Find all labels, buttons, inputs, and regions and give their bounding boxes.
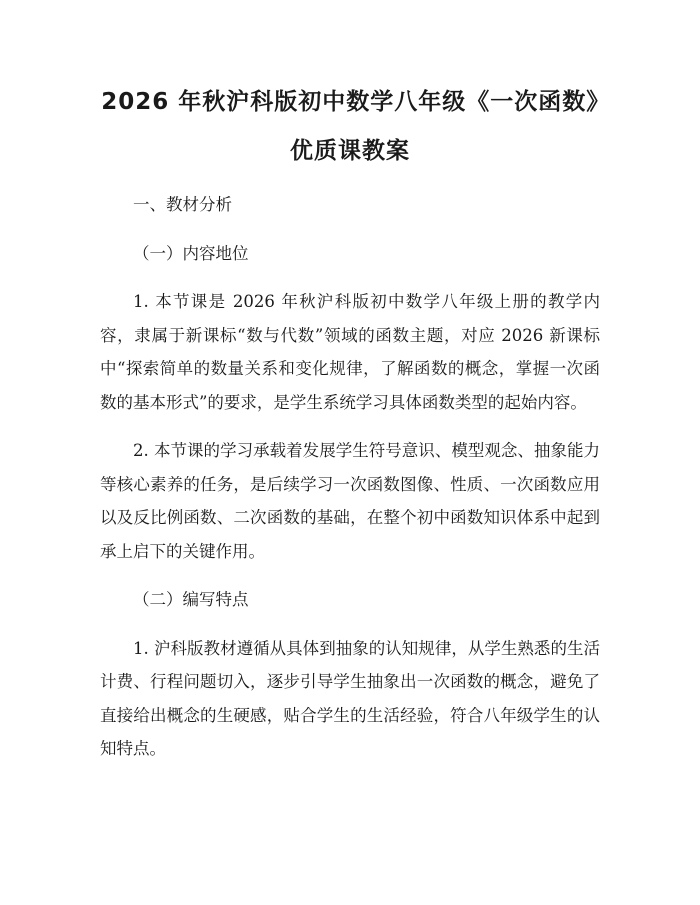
subsection-heading-writing-features: （二）编写特点 xyxy=(133,590,249,609)
paragraph: 2. 本节课的学习承载着发展学生符号意识、模型观念、抽象能力等核心素养的任务，是后续学习一次函数图像、性质、一次函数应用以及反比例函数、二次函数的基础，在整个初中函数知识体系中起到承上启下的关键作用。 xyxy=(100,441,600,561)
paragraph: 1. 沪科版教材遵循从具体到抽象的认知规律，从学生熟悉的生活计费、行程问题切入，逐步引导学生抽象出一次函数的概念，避免了直接给出概念的生硬感，贴合学生的生活经验，符合八年级学生的认知特点。 xyxy=(100,638,600,758)
paragraph: 1. 本节课是 2026 年秋沪科版初中数学八年级上册的教学内容，隶属于新课标“数与代数”领域的函数主题，对应 2026 新课标中“探索简单的数量关系和变化规律，了解函数的概念，掌握一次函数的基本形式”的要求，是学生系统学习具体函数类型的起始内容。 xyxy=(100,292,600,412)
document-title: 2026 年秋沪科版初中数学八年级《一次函数》优质课教案 xyxy=(101,89,599,164)
document-body xyxy=(100,188,600,781)
section-heading-textbook-analysis: 一、教材分析 xyxy=(133,195,232,214)
subsection-heading-content-position: （一）内容地位 xyxy=(133,243,249,263)
